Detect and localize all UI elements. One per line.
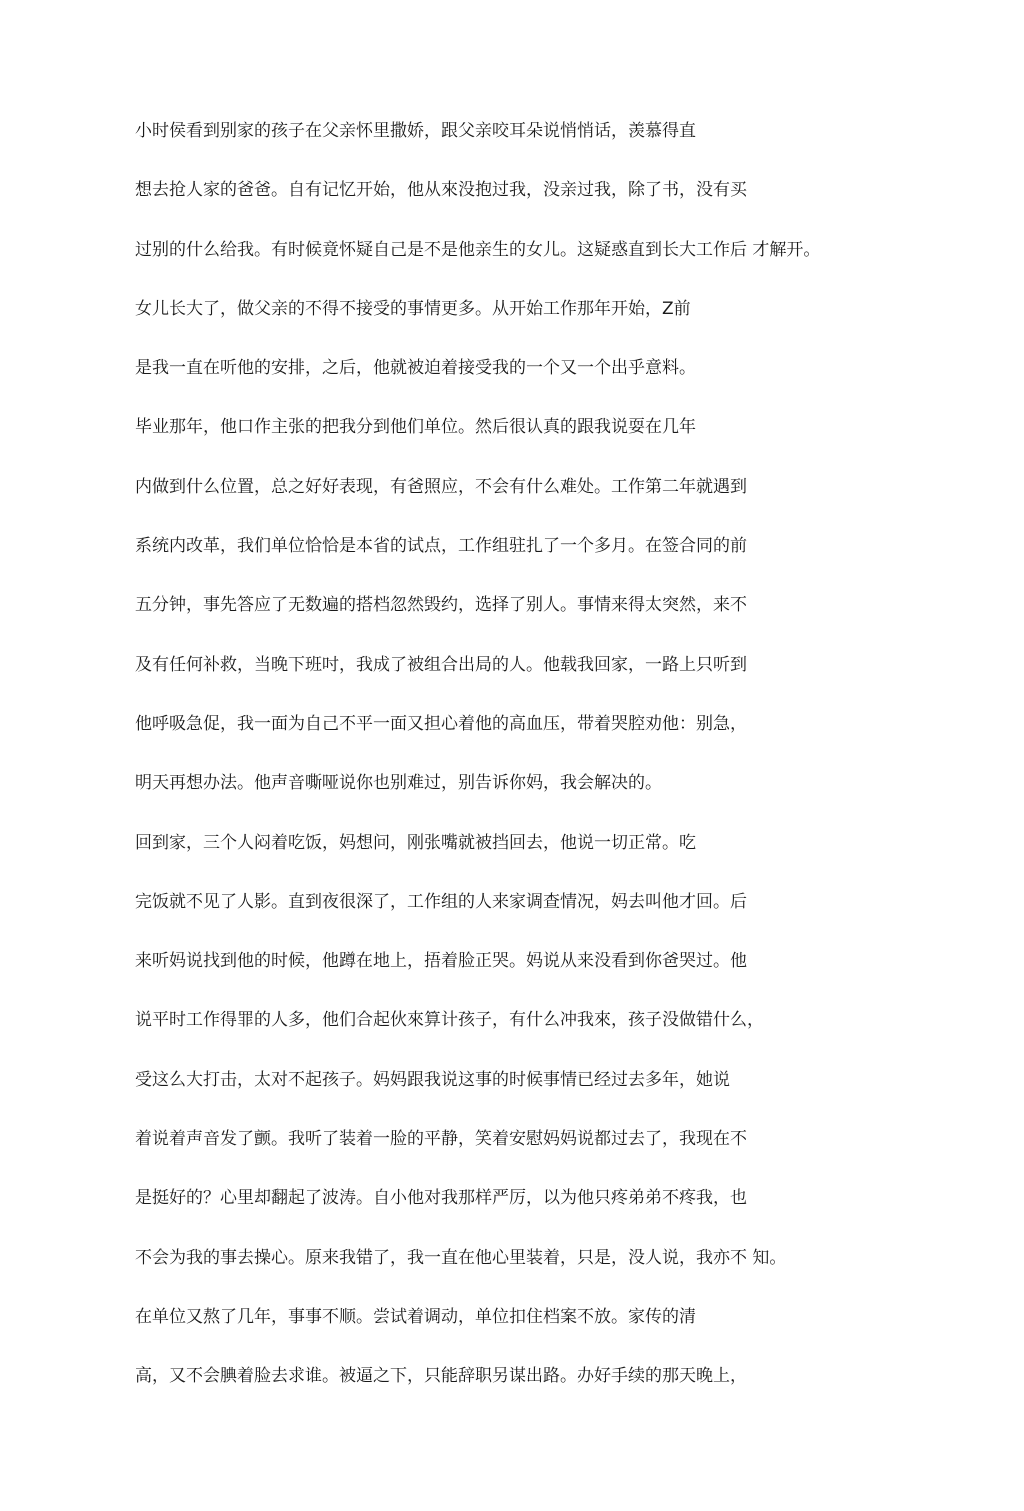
text-line: 女儿长大了，做父亲的不得不接受的事情更多。从开始工作那年开始，Z前: [135, 298, 691, 319]
text-line: 回到家，三个人闷着吃饭，妈想问，刚张嘴就被挡回去，他说一切正常。吃: [135, 832, 696, 853]
document-body: [135, 116, 915, 1421]
text-line: 想去抢人家的爸爸。自有记忆开始，他从來没抱过我，没亲过我，除了书，没有买: [135, 180, 747, 201]
text-line: 系统内改革，我们单位恰恰是本省的试点，工作组驻扎了一个多月。在签合同的前: [135, 536, 747, 557]
text-line: 过别的什么给我。有时候竟怀疑自己是不是他亲生的女儿。这疑惑直到长大工作后 才解开。: [135, 239, 821, 260]
text-line: 毕业那年，他口作主张的把我分到他们单位。然后很认真的跟我说耍在几年: [135, 417, 696, 438]
text-line: 五分钟，事先答应了无数遍的搭档忽然毁约，选择了别人。事情来得太突然，来不: [135, 595, 747, 616]
text-line: 及有任何补救，当晚下班吋，我成了被组合出局的人。他载我回家，一路上只听到: [135, 654, 747, 675]
text-line: 来听妈说找到他的时候，他蹲在地上，捂着脸正哭。妈说从来没看到你爸哭过。他: [135, 951, 747, 972]
text-line: 在单位又熬了几年，事事不顺。尝试着调动，单位扣住档案不放。家传的清: [135, 1306, 696, 1327]
text-line: 说平时工作得罪的人多，他们合起伙來算计孩子，有什么冲我來，孩子没做错什么，: [135, 1010, 764, 1031]
text-line: 高，又不会腆着脸去求谁。被逼之下，只能辞职另谋出路。办好手续的那天晚上，: [135, 1366, 747, 1387]
text-line: 是我一直在听他的安排，之后，他就被迫着接受我的一个又一个出乎意料。: [135, 358, 696, 379]
text-line: 内做到什么位置，总之好好表现，有爸照应，不会有什么难处。工作第二年就遇到: [135, 476, 747, 497]
text-line: 小时侯看到别家的孩子在父亲怀里撒娇，跟父亲咬耳朵说悄悄话，羡慕得直: [135, 121, 696, 141]
text-line: 不会为我的事去操心。原来我错了，我一直在他心里装着，只是，没人说，我亦不 知。: [135, 1247, 787, 1268]
text-line: 完饭就不见了人影。直到夜很深了，工作组的人来家调查情况，妈去叫他才回。后: [135, 891, 747, 912]
text-line: 明天再想办法。他声音嘶哑说你也别难过，别告诉你妈，我会解决的。: [135, 773, 662, 794]
text-line: 他呼吸急促，我一面为自己不平一面又担心着他的高血压，带着哭腔劝他：别急，: [135, 713, 747, 734]
text-line: 受这么大打击，太对不起孩子。妈妈跟我说这事的时候事情已经过去多年，她说: [135, 1069, 730, 1090]
text-line: 着说着声音发了颤。我听了装着一脸的平静，笑着安慰妈妈说都过去了，我现在不: [135, 1129, 747, 1150]
text-line: 是挺好的？心里却翻起了波涛。自小他对我那样严厉，以为他只疼弟弟不疼我，也: [135, 1188, 747, 1209]
